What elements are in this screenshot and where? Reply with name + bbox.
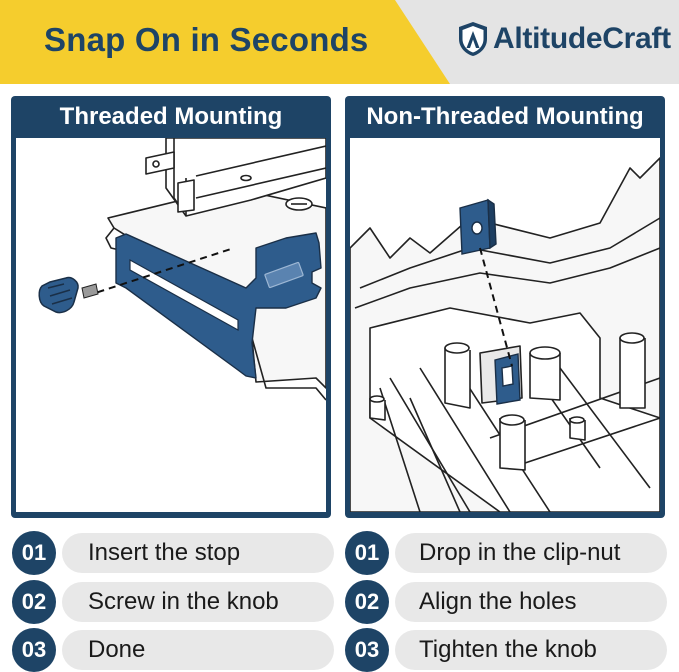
- step-label: Align the holes: [419, 588, 577, 615]
- panel-non-threaded-mounting: [345, 96, 665, 518]
- threaded-mounting-diagram: [16, 138, 326, 512]
- threaded-mounting-illustration: [16, 138, 326, 512]
- step-number-badge: 02: [12, 580, 56, 624]
- right-step-3: [345, 628, 667, 672]
- brand: [457, 18, 671, 60]
- step-number-badge: 02: [345, 580, 389, 624]
- step-number-badge: 03: [12, 628, 56, 672]
- step-label: Screw in the knob: [88, 588, 279, 615]
- step-number-badge: 03: [345, 628, 389, 672]
- brand-name: AltitudeCraft: [493, 22, 671, 55]
- header-banner: [0, 0, 679, 84]
- panel-title-threaded: Threaded Mounting: [59, 103, 283, 130]
- panel-title-non-threaded: Non-Threaded Mounting: [366, 103, 644, 130]
- step-label: Done: [88, 636, 146, 663]
- step-label: Drop in the clip-nut: [419, 539, 621, 566]
- right-step-1: [345, 531, 667, 575]
- right-step-2: [345, 580, 667, 624]
- brand-shield-icon: [457, 21, 489, 57]
- panel-threaded-mounting: [11, 96, 331, 518]
- non-threaded-mounting-illustration: [350, 138, 660, 512]
- step-label: Insert the stop: [88, 539, 241, 566]
- left-step-3: [12, 628, 334, 672]
- left-step-1: [12, 531, 334, 575]
- step-label: Tighten the knob: [419, 636, 597, 663]
- non-threaded-mounting-diagram: [350, 138, 660, 512]
- knob-icon: [39, 278, 98, 313]
- step-number-badge: 01: [345, 531, 389, 575]
- left-step-2: [12, 580, 334, 624]
- page-title: Snap On in Seconds: [44, 21, 369, 58]
- step-number-badge: 01: [12, 531, 56, 575]
